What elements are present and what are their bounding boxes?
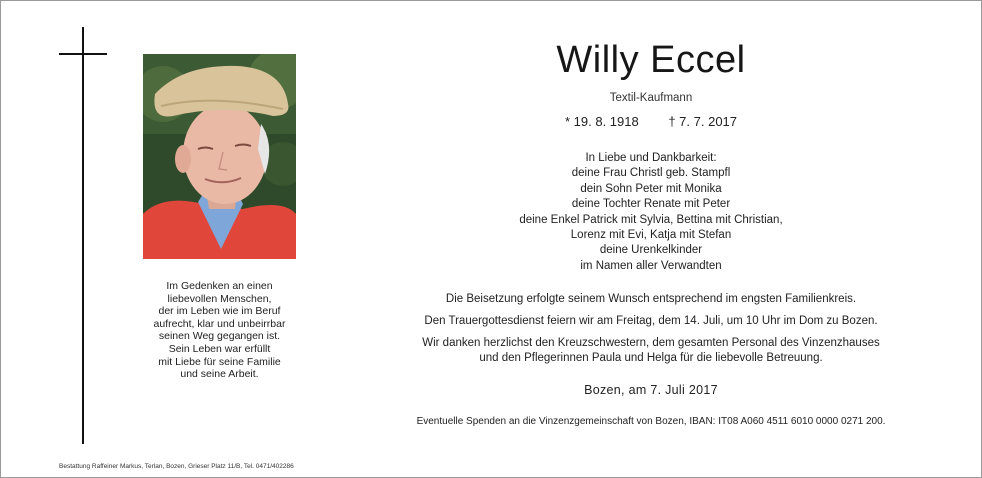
burial-notice — [361, 292, 941, 307]
service-notice-text: Den Trauergottesdienst feiern wir am Freitag, dem 14. Juli, um 10 Uhr im Dom zu Bozen. — [424, 315, 878, 327]
family-line: deine Frau Christl geb. Stampfl — [571, 167, 731, 180]
portrait-photo — [143, 54, 296, 259]
memorial-line: Im Gedenken an einen — [166, 280, 273, 292]
memorial-line: und seine Arbeit. — [180, 368, 259, 381]
memorial-line: mit Liebe für seine Familie — [158, 355, 281, 368]
place-date: Bozen, am 7. Juli 2017 — [584, 383, 718, 397]
funeral-home-credit: Bestattung Raffeiner Markus, Terlan, Bozen, Grieser Platz 11/B, Tel. 0471/402286 — [59, 463, 294, 470]
family-line: deine Enkel Patrick mit Sylvia, Bettina mit Christian, — [519, 213, 783, 226]
thanks-line: Wir danken herzlichst den Kreuzschwestern, dem gesamten Personal des Vinzenzhauses — [422, 337, 880, 349]
donation-note: Eventuelle Spenden an die Vinzenzgemeinschaft von Bozen, IBAN: IT08 A060 4511 6010 0000 0271 200. — [416, 416, 886, 427]
thanks-notice — [361, 336, 941, 366]
family-line: im Namen aller Verwandten — [580, 259, 722, 272]
memorial-line: seinen Weg gegangen ist. — [158, 330, 281, 343]
memorial-text — [141, 280, 298, 381]
memorial-line: der im Leben wie im Beruf — [158, 305, 281, 318]
memorial-line: aufrecht, klar und unbeirrbar — [153, 317, 286, 330]
family-line: dein Sohn Peter mit Monika — [580, 182, 722, 195]
memorial-line: Sein Leben war erfüllt — [168, 342, 271, 355]
death-date: † 7. 7. 2017 — [668, 114, 738, 129]
family-line: deine Urenkelkinder — [599, 244, 703, 257]
life-dates — [361, 114, 941, 129]
profession: Textil-Kaufmann — [609, 92, 693, 104]
family-line: In Liebe und Dankbarkeit: — [585, 152, 717, 164]
birth-date: * 19. 8. 1918 — [564, 114, 639, 129]
service-notice — [361, 314, 941, 329]
cross-icon — [82, 27, 84, 444]
burial-notice-text: Die Beisetzung erfolgte seinem Wunsch entsprechend im engsten Familienkreis. — [445, 293, 857, 305]
family-line: Lorenz mit Evi, Katja mit Stefan — [570, 229, 732, 242]
family-line: deine Tochter Renate mit Peter — [571, 198, 731, 211]
thanks-line: und den Pflegerinnen Paula und Helga für die liebevolle Betreuung. — [479, 352, 823, 364]
deceased-name: Willy Eccel — [556, 39, 746, 81]
family-list — [361, 151, 941, 274]
memorial-line: liebevollen Menschen, — [167, 292, 272, 305]
cross-icon-bar — [59, 53, 107, 55]
